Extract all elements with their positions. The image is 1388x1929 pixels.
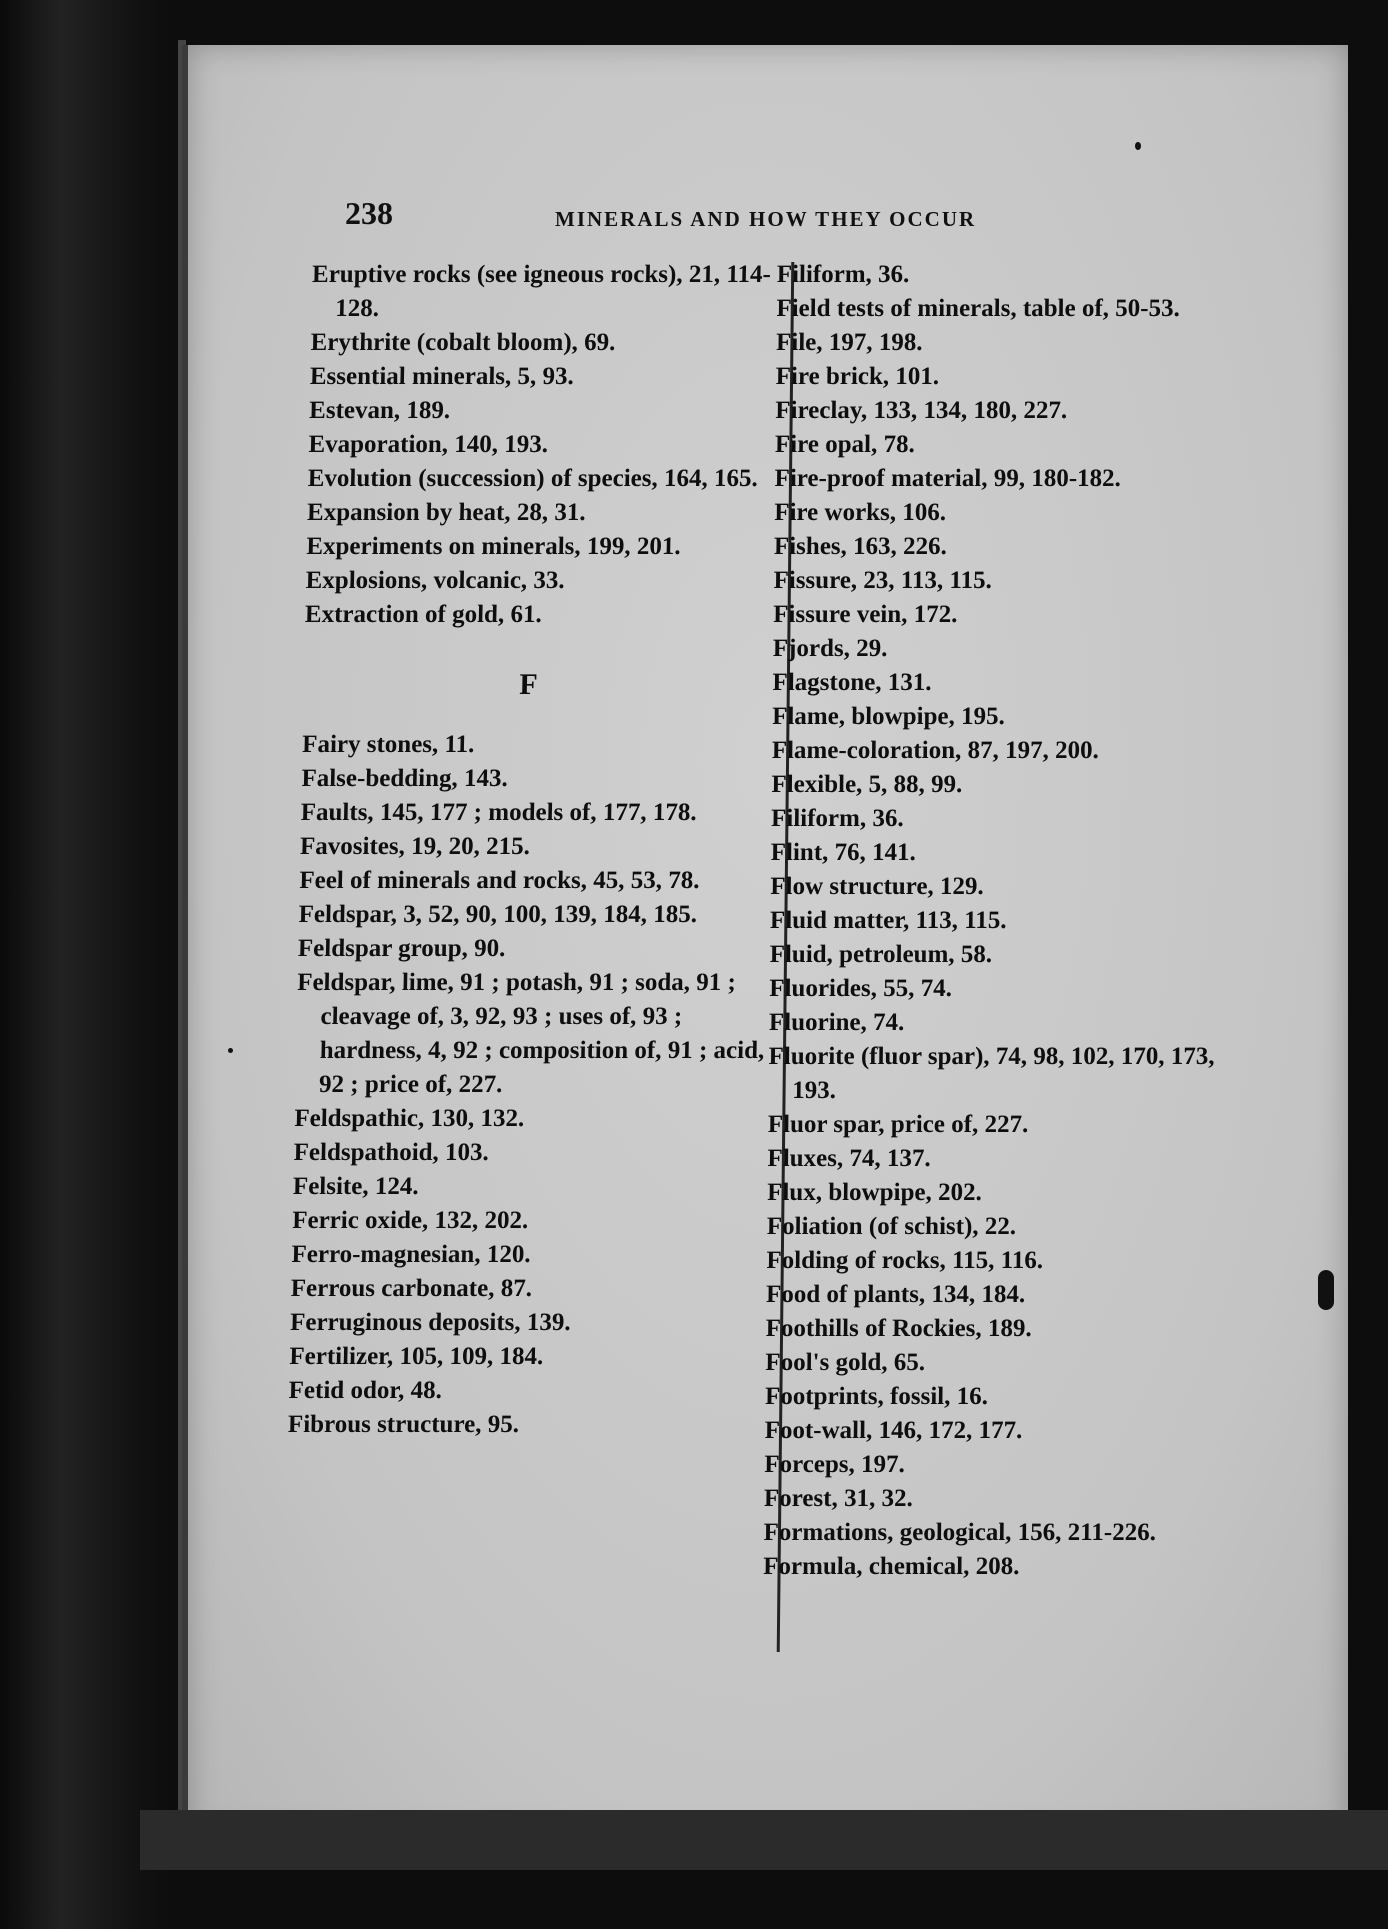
index-entry: Fluorides, 55, 74. bbox=[769, 975, 953, 1002]
index-entry: Folding of rocks, 115, 116. bbox=[766, 1247, 1044, 1274]
index-column-left bbox=[288, 258, 783, 1442]
index-entry: Forest, 31, 32. bbox=[763, 1485, 913, 1512]
index-entry: Filiform, 36. bbox=[770, 805, 904, 832]
index-entry: Faults, 145, 177 ; models of, 177, 178. bbox=[300, 799, 697, 826]
index-entry: Feldspar, lime, 91 ; potash, 91 ; soda, 91 ; cleavage of, 3, 92, 93 ; uses of, 93 ; hardness, 4, 92 ; composition of, 91 ; acid, 92 ; price of, 227. bbox=[296, 969, 765, 1098]
index-entry: Flame, blowpipe, 195. bbox=[772, 703, 1005, 730]
index-entry: Fluid matter, 113, 115. bbox=[769, 907, 1007, 934]
index-entry: Flexible, 5, 88, 99. bbox=[771, 771, 963, 798]
entries-right bbox=[763, 258, 1247, 1584]
index-entry: Felsite, 124. bbox=[292, 1173, 419, 1200]
page-speck bbox=[1135, 142, 1141, 150]
index-entry: Flint, 76, 141. bbox=[770, 839, 917, 866]
index-entry: Filiform, 36. bbox=[776, 261, 910, 288]
page-edge bbox=[178, 40, 186, 1840]
index-entry: Evaporation, 140, 193. bbox=[308, 431, 549, 458]
index-entry: Fluxes, 74, 137. bbox=[767, 1145, 931, 1172]
index-entry: Footprints, fossil, 16. bbox=[764, 1383, 989, 1410]
index-entry: Erythrite (cobalt bloom), 69. bbox=[310, 329, 616, 356]
index-entry: Flow structure, 129. bbox=[770, 873, 984, 900]
index-entry: Fire works, 106. bbox=[774, 499, 947, 526]
index-entry: Fluorite (fluor spar), 74, 98, 102, 170, 173, 193. bbox=[768, 1043, 1215, 1104]
index-entry: Feldspar group, 90. bbox=[297, 935, 506, 962]
index-entry: Feel of minerals and rocks, 45, 53, 78. bbox=[299, 867, 700, 894]
index-entry: Fluid, petroleum, 58. bbox=[769, 941, 993, 968]
index-entry: Fetid odor, 48. bbox=[288, 1377, 443, 1404]
entries-after-section bbox=[288, 728, 773, 1442]
index-entry: Fairy stones, 11. bbox=[301, 731, 475, 758]
index-entry: Ferrous carbonate, 87. bbox=[290, 1275, 533, 1302]
index-entry: Field tests of minerals, table of, 50-53. bbox=[776, 295, 1180, 322]
index-entry: Foot-wall, 146, 172, 177. bbox=[764, 1417, 1023, 1444]
index-entry: False-bedding, 143. bbox=[301, 765, 509, 792]
index-entry: Expansion by heat, 28, 31. bbox=[306, 499, 586, 526]
index-entry: Fire opal, 78. bbox=[774, 431, 915, 458]
index-column-right bbox=[763, 258, 1247, 1584]
index-entry: Flagstone, 131. bbox=[772, 669, 932, 696]
section-letter: F bbox=[518, 668, 538, 701]
index-entry: Evolution (succession) of species, 164, 165. bbox=[307, 465, 759, 492]
index-entry: Foothills of Rockies, 189. bbox=[765, 1315, 1032, 1342]
index-entry: Feldspathoid, 103. bbox=[293, 1139, 490, 1166]
index-entry: File, 197, 198. bbox=[775, 329, 923, 356]
scan-bottom-strip bbox=[140, 1810, 1388, 1870]
index-entry: Explosions, volcanic, 33. bbox=[305, 567, 566, 594]
page-speck bbox=[228, 1048, 233, 1053]
index-entry: Fool's gold, 65. bbox=[765, 1349, 926, 1376]
index-entry: Fire brick, 101. bbox=[775, 363, 940, 390]
index-entry: Foliation (of schist), 22. bbox=[766, 1213, 1017, 1240]
page-speck bbox=[1318, 1270, 1334, 1310]
index-entry: Formations, geological, 156, 211-226. bbox=[763, 1519, 1157, 1546]
index-entry: Fluorine, 74. bbox=[768, 1009, 905, 1036]
index-entry: Estevan, 189. bbox=[308, 397, 451, 424]
page-header bbox=[345, 195, 1035, 235]
index-entry: Feldspar, 3, 52, 90, 100, 139, 184, 185. bbox=[298, 901, 698, 928]
page-number: 238 bbox=[345, 195, 393, 231]
index-entry: Fishes, 163, 226. bbox=[773, 533, 948, 560]
entries-before-section bbox=[305, 258, 783, 632]
index-entry: Food of plants, 134, 184. bbox=[765, 1281, 1026, 1308]
index-entry: Eruptive rocks (see igneous rocks), 21, 114-128. bbox=[311, 261, 772, 322]
index-entry: Ferro-magnesian, 120. bbox=[291, 1241, 531, 1268]
index-entry: Flame-coloration, 87, 197, 200. bbox=[771, 737, 1099, 764]
index-entry: Formula, chemical, 208. bbox=[763, 1553, 1020, 1580]
index-entry: Fireclay, 133, 134, 180, 227. bbox=[775, 397, 1068, 424]
index-entry: Flux, blowpipe, 202. bbox=[767, 1179, 982, 1206]
index-entry: Fissure, 23, 113, 115. bbox=[773, 567, 993, 594]
index-entry: Fertilizer, 105, 109, 184. bbox=[289, 1343, 544, 1370]
index-entry: Essential minerals, 5, 93. bbox=[309, 363, 575, 390]
running-title: MINERALS AND HOW THEY OCCUR bbox=[555, 207, 977, 231]
index-entry: Fire-proof material, 99, 180-182. bbox=[774, 465, 1121, 492]
index-entry: Fissure vein, 172. bbox=[773, 601, 958, 628]
index-entry: Ferric oxide, 132, 202. bbox=[291, 1207, 529, 1234]
index-entry: Favosites, 19, 20, 215. bbox=[299, 833, 531, 860]
index-entry: Extraction of gold, 61. bbox=[304, 601, 543, 628]
index-entry: Forceps, 197. bbox=[764, 1451, 905, 1478]
index-entry: Fluor spar, price of, 227. bbox=[767, 1111, 1029, 1138]
index-entry: Fibrous structure, 95. bbox=[287, 1411, 520, 1438]
index-entry: Feldspathic, 130, 132. bbox=[294, 1105, 525, 1132]
index-entry: Ferruginous deposits, 139. bbox=[289, 1309, 571, 1336]
index-entry: Fjords, 29. bbox=[772, 635, 888, 662]
index-entry: Experiments on minerals, 199, 201. bbox=[306, 533, 681, 560]
